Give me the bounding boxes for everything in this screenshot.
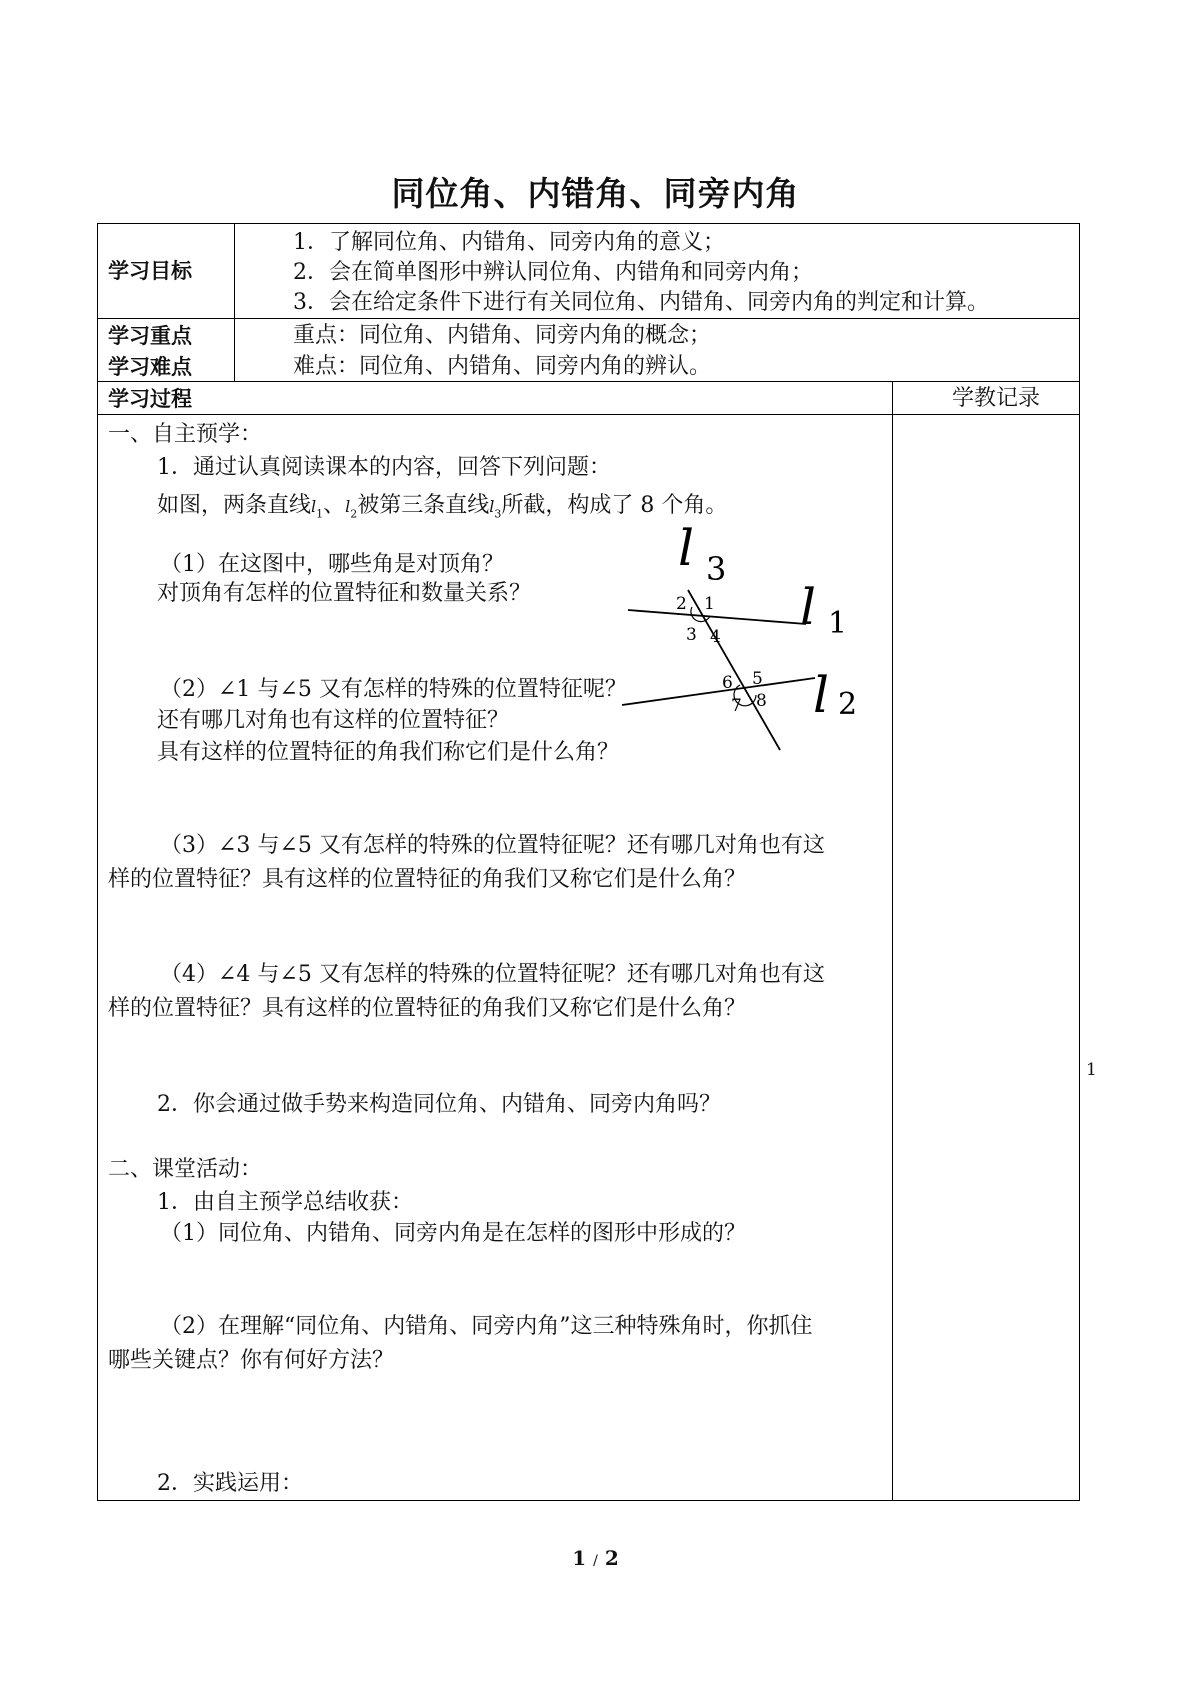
question-1-line-1: （1）在这图中，哪些角是对顶角？ [160,552,504,577]
page-title: 同位角、内错角、同旁内角 [391,174,800,213]
goals-label: 学习目标 [108,259,192,283]
goal-item-3: 3．会在给定条件下进行有关同位角、内错角、同旁内角的判定和计算。 [293,290,989,315]
angle-7: 7 [731,696,742,716]
label-l3: l [678,520,694,577]
key-point-text: 重点：同位角、内错角、同旁内角的概念； [293,323,712,348]
section-self-study: 一、自主预学： [108,422,263,447]
question-read: 1．通过认真阅读课本的内容，回答下列问题： [157,455,611,480]
question-3-line-2: 样的位置特征？具有这样的位置特征的角我们又称它们是什么角？ [108,867,747,892]
label-l2: l [813,666,829,724]
side-mark: 1 [1086,1060,1097,1080]
angle-2: 2 [676,594,687,614]
page-number: 1 / 2 [572,1546,619,1570]
angle-3: 3 [686,625,697,645]
row-divider-key [97,381,1080,382]
section-class-activity: 二、课堂活动： [108,1157,263,1182]
angle-1: 1 [704,594,715,614]
question-2-line-2: 还有哪几对角也有这样的位置特征？ [157,708,510,733]
label-column-divider [234,223,235,381]
intro-sentence: 如图，两条直线$l_1$、$l_2$被第三条直线$l_3$所截，构成了 8 个角。 [157,493,728,521]
activity-question-1: （1）同位角、内错角、同旁内角是在怎样的图形中形成的？ [160,1221,746,1246]
line-l1 [628,610,806,624]
lines-figure [600,520,900,760]
angle-6: 6 [722,673,733,693]
label-l3-sub: 3 [706,550,727,588]
goal-item-2: 2．会在简单图形中辨认同位角、内错角和同旁内角； [293,260,813,285]
question-2-line-3: 具有这样的位置特征的角我们称它们是什么角？ [157,740,620,765]
question-4-line-1: （4）∠4 与∠5 又有怎样的特殊的位置特征呢？还有哪几对角也有这 [160,962,825,987]
notes-label: 学教记录 [952,386,1041,411]
angle-8: 8 [756,691,767,711]
row-divider-process [97,414,1080,415]
activity-summary: 1．由自主预学总结收获： [157,1190,413,1215]
activity-question-2-line-2: 哪些关键点？你有何好方法？ [108,1348,395,1373]
label-l1-sub: 1 [828,606,848,641]
difficulty-label: 学习难点 [108,355,192,379]
question-4-line-2: 样的位置特征？具有这样的位置特征的角我们又称它们是什么角？ [108,996,747,1021]
question-1-line-2: 对顶角有怎样的位置特征和数量关系？ [157,581,532,606]
difficulty-text: 难点：同位角、内错角、同旁内角的辨认。 [293,354,712,379]
label-l1: l [800,578,816,636]
question-3-line-1: （3）∠3 与∠5 又有怎样的特殊的位置特征呢？还有哪几对角也有这 [160,833,825,858]
question-gesture: 2．你会通过做手势来构造同位角、内错角、同旁内角吗？ [157,1092,721,1117]
activity-question-2-line-1: （2）在理解“同位角、内错角、同旁内角”这三种特殊角时，你抓住 [160,1314,813,1339]
row-divider-goals [97,318,1080,319]
angle-5: 5 [752,669,763,689]
table-border-top [97,223,1080,224]
question-2-line-1: （2）∠1 与∠5 又有怎样的特殊的位置特征呢？ [160,677,627,702]
line-l2 [622,678,815,705]
label-l2-sub: 2 [838,687,858,722]
angle-4: 4 [710,627,721,647]
table-border-bottom [97,1500,1080,1501]
key-label: 学习重点 [108,324,192,348]
process-label: 学习过程 [108,387,192,411]
practice-heading: 2．实践运用： [157,1471,303,1496]
line-l3 [688,590,780,750]
goal-item-1: 1．了解同位角、内错角、同旁内角的意义； [293,230,725,255]
